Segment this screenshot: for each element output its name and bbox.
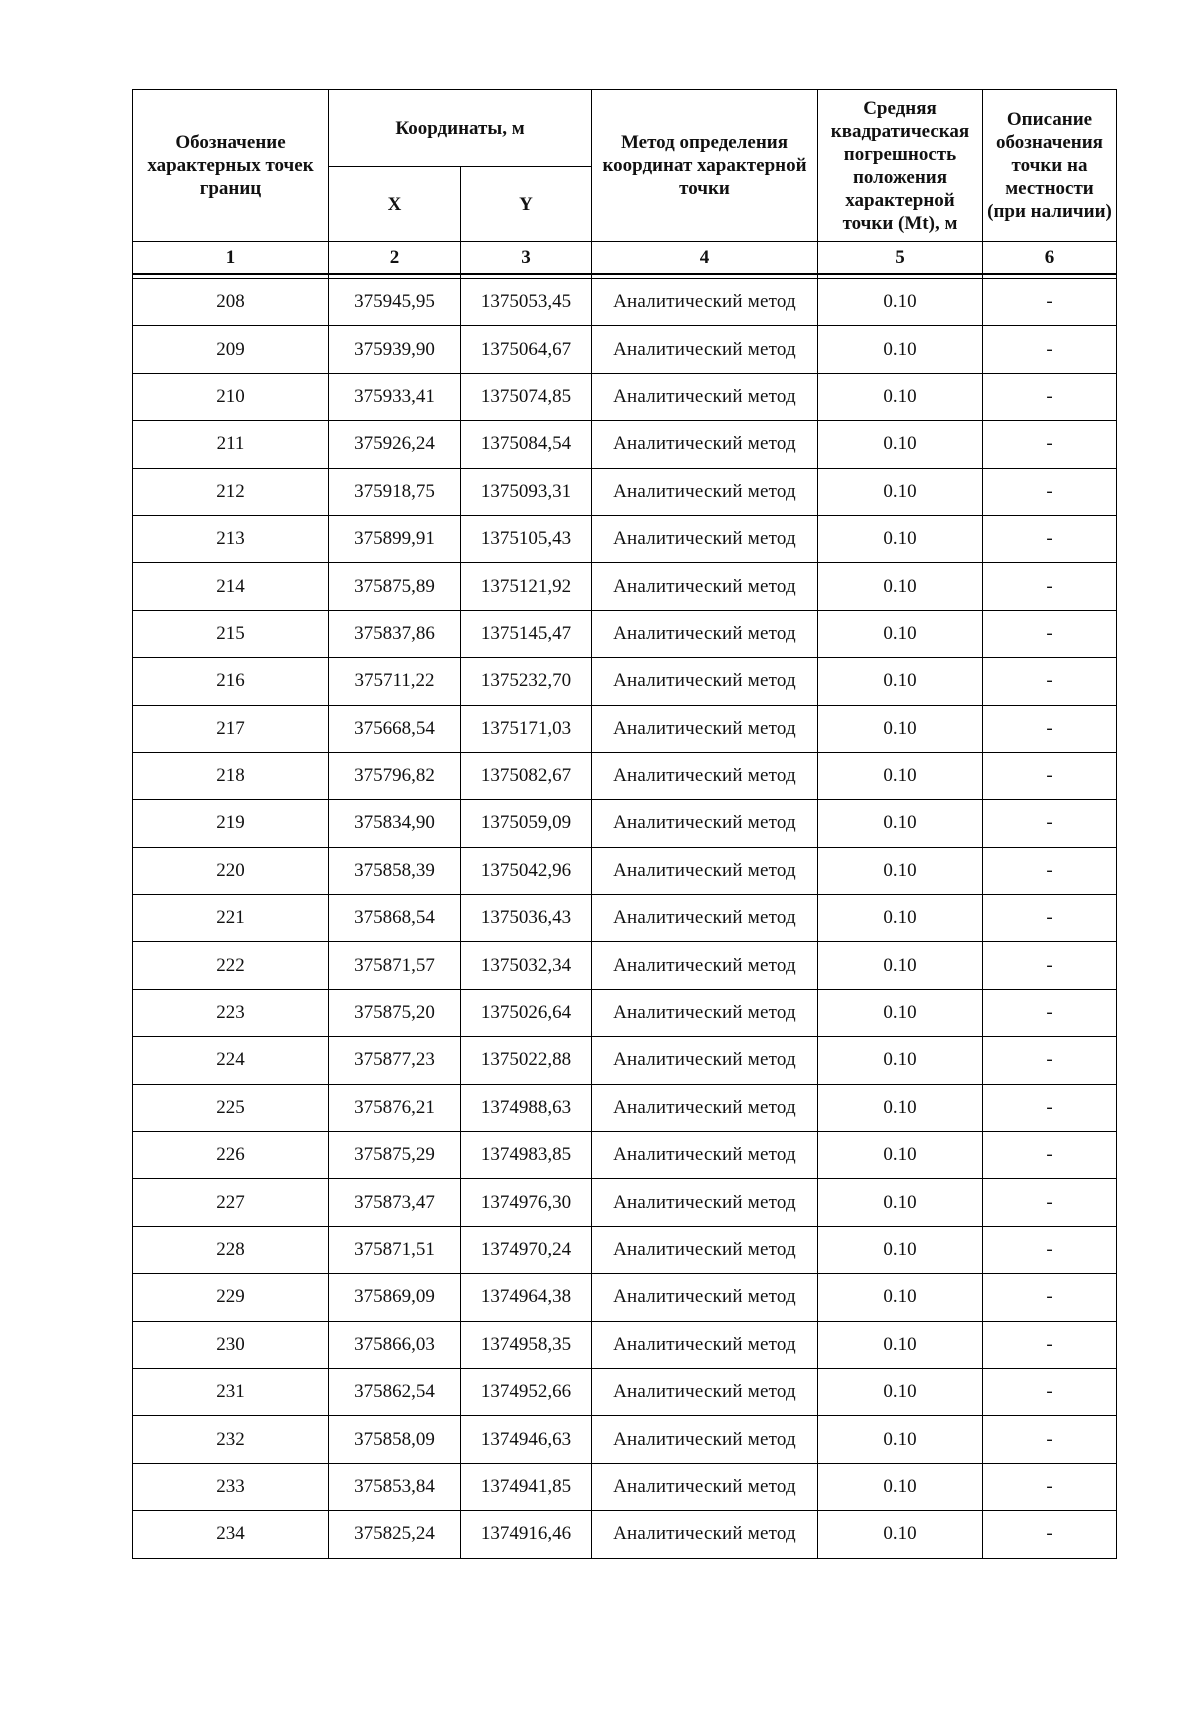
cell-point: 214 [133, 563, 329, 610]
cell-point: 217 [133, 705, 329, 752]
cell-x: 375668,54 [329, 705, 461, 752]
cell-x: 375939,90 [329, 326, 461, 373]
cell-method: Аналитический метод [592, 1179, 818, 1226]
column-number: 5 [818, 242, 983, 275]
header-description: Описание обозначения точки на местности (при наличии) [983, 90, 1117, 242]
cell-point: 210 [133, 373, 329, 420]
cell-error: 0.10 [818, 1368, 983, 1415]
cell-error: 0.10 [818, 1416, 983, 1463]
cell-x: 375868,54 [329, 895, 461, 942]
cell-point: 225 [133, 1084, 329, 1131]
cell-point: 213 [133, 515, 329, 562]
cell-y: 1374952,66 [461, 1368, 592, 1415]
cell-method: Аналитический метод [592, 468, 818, 515]
cell-point: 211 [133, 421, 329, 468]
cell-point: 224 [133, 1037, 329, 1084]
cell-x: 375875,20 [329, 989, 461, 1036]
cell-point: 222 [133, 942, 329, 989]
cell-point: 218 [133, 752, 329, 799]
cell-x: 375869,09 [329, 1274, 461, 1321]
cell-error: 0.10 [818, 1274, 983, 1321]
cell-point: 223 [133, 989, 329, 1036]
table-row [133, 279, 1117, 326]
cell-error: 0.10 [818, 326, 983, 373]
cell-description: - [983, 989, 1117, 1036]
cell-y: 1375022,88 [461, 1037, 592, 1084]
cell-description: - [983, 705, 1117, 752]
cell-x: 375875,89 [329, 563, 461, 610]
table-row [133, 989, 1117, 1036]
cell-description: - [983, 279, 1117, 326]
cell-description: - [983, 373, 1117, 420]
cell-description: - [983, 1132, 1117, 1179]
cell-y: 1375093,31 [461, 468, 592, 515]
cell-description: - [983, 942, 1117, 989]
header-y: Y [461, 167, 592, 242]
cell-error: 0.10 [818, 1226, 983, 1273]
cell-y: 1374916,46 [461, 1511, 592, 1558]
cell-error: 0.10 [818, 1463, 983, 1510]
cell-point: 220 [133, 847, 329, 894]
cell-description: - [983, 563, 1117, 610]
cell-y: 1374964,38 [461, 1274, 592, 1321]
cell-method: Аналитический метод [592, 800, 818, 847]
cell-description: - [983, 1274, 1117, 1321]
cell-method: Аналитический метод [592, 373, 818, 420]
cell-method: Аналитический метод [592, 1368, 818, 1415]
cell-x: 375899,91 [329, 515, 461, 562]
table-row [133, 1037, 1117, 1084]
cell-x: 375858,09 [329, 1416, 461, 1463]
table-row [133, 847, 1117, 894]
cell-description: - [983, 1084, 1117, 1131]
cell-description: - [983, 326, 1117, 373]
cell-x: 375873,47 [329, 1179, 461, 1226]
cell-x: 375871,57 [329, 942, 461, 989]
cell-error: 0.10 [818, 1084, 983, 1131]
table-row [133, 468, 1117, 515]
cell-y: 1375145,47 [461, 610, 592, 657]
cell-x: 375871,51 [329, 1226, 461, 1273]
cell-error: 0.10 [818, 800, 983, 847]
cell-x: 375837,86 [329, 610, 461, 657]
cell-error: 0.10 [818, 658, 983, 705]
cell-method: Аналитический метод [592, 752, 818, 799]
cell-description: - [983, 1463, 1117, 1510]
cell-method: Аналитический метод [592, 1274, 818, 1321]
table-row [133, 610, 1117, 657]
column-number: 1 [133, 242, 329, 275]
table-row [133, 563, 1117, 610]
cell-method: Аналитический метод [592, 515, 818, 562]
cell-point: 216 [133, 658, 329, 705]
cell-method: Аналитический метод [592, 895, 818, 942]
cell-y: 1375232,70 [461, 658, 592, 705]
cell-error: 0.10 [818, 421, 983, 468]
cell-error: 0.10 [818, 1511, 983, 1558]
cell-error: 0.10 [818, 279, 983, 326]
cell-method: Аналитический метод [592, 1037, 818, 1084]
cell-method: Аналитический метод [592, 326, 818, 373]
cell-x: 375933,41 [329, 373, 461, 420]
cell-method: Аналитический метод [592, 658, 818, 705]
cell-method: Аналитический метод [592, 989, 818, 1036]
cell-y: 1375084,54 [461, 421, 592, 468]
cell-y: 1375082,67 [461, 752, 592, 799]
cell-point: 233 [133, 1463, 329, 1510]
cell-error: 0.10 [818, 705, 983, 752]
cell-method: Аналитический метод [592, 563, 818, 610]
cell-x: 375876,21 [329, 1084, 461, 1131]
cell-error: 0.10 [818, 847, 983, 894]
cell-point: 231 [133, 1368, 329, 1415]
cell-error: 0.10 [818, 1179, 983, 1226]
cell-method: Аналитический метод [592, 1084, 818, 1131]
table-row [133, 1132, 1117, 1179]
boundary-points-table [132, 89, 1117, 1559]
table-row [133, 515, 1117, 562]
cell-x: 375926,24 [329, 421, 461, 468]
cell-x: 375853,84 [329, 1463, 461, 1510]
cell-x: 375945,95 [329, 279, 461, 326]
header-method: Метод определения координат характерной точки [592, 90, 818, 242]
cell-y: 1375036,43 [461, 895, 592, 942]
table-row [133, 373, 1117, 420]
table-row [133, 1226, 1117, 1273]
cell-x: 375834,90 [329, 800, 461, 847]
table-row [133, 421, 1117, 468]
table-header [133, 90, 1117, 275]
table-row [133, 658, 1117, 705]
column-number-row [133, 242, 1117, 275]
header-coords: Координаты, м [329, 90, 592, 167]
table-row [133, 326, 1117, 373]
cell-point: 227 [133, 1179, 329, 1226]
cell-description: - [983, 752, 1117, 799]
cell-method: Аналитический метод [592, 1226, 818, 1273]
table-row [133, 1368, 1117, 1415]
cell-description: - [983, 895, 1117, 942]
cell-error: 0.10 [818, 373, 983, 420]
cell-method: Аналитический метод [592, 1416, 818, 1463]
cell-method: Аналитический метод [592, 1511, 818, 1558]
table-body [133, 274, 1117, 1558]
cell-x: 375918,75 [329, 468, 461, 515]
cell-point: 208 [133, 279, 329, 326]
cell-description: - [983, 658, 1117, 705]
cell-description: - [983, 1179, 1117, 1226]
table-row [133, 705, 1117, 752]
cell-description: - [983, 610, 1117, 657]
cell-x: 375866,03 [329, 1321, 461, 1368]
cell-y: 1375026,64 [461, 989, 592, 1036]
column-number: 3 [461, 242, 592, 275]
table-row [133, 1274, 1117, 1321]
cell-description: - [983, 1416, 1117, 1463]
cell-method: Аналитический метод [592, 942, 818, 989]
cell-method: Аналитический метод [592, 421, 818, 468]
cell-point: 229 [133, 1274, 329, 1321]
cell-error: 0.10 [818, 515, 983, 562]
header-error: Средняя квадратическая погрешность положения характерной точки (Mt), м [818, 90, 983, 242]
table-row [133, 1416, 1117, 1463]
cell-y: 1374946,63 [461, 1416, 592, 1463]
cell-y: 1374970,24 [461, 1226, 592, 1273]
cell-method: Аналитический метод [592, 1132, 818, 1179]
cell-x: 375862,54 [329, 1368, 461, 1415]
cell-point: 221 [133, 895, 329, 942]
cell-x: 375858,39 [329, 847, 461, 894]
cell-description: - [983, 1226, 1117, 1273]
cell-description: - [983, 468, 1117, 515]
cell-method: Аналитический метод [592, 610, 818, 657]
cell-x: 375796,82 [329, 752, 461, 799]
table-row [133, 1179, 1117, 1226]
cell-description: - [983, 1368, 1117, 1415]
cell-y: 1375121,92 [461, 563, 592, 610]
cell-point: 219 [133, 800, 329, 847]
cell-point: 234 [133, 1511, 329, 1558]
cell-y: 1375074,85 [461, 373, 592, 420]
cell-description: - [983, 1321, 1117, 1368]
cell-point: 232 [133, 1416, 329, 1463]
table-row [133, 1084, 1117, 1131]
cell-y: 1374976,30 [461, 1179, 592, 1226]
table-row [133, 1511, 1117, 1558]
cell-y: 1375032,34 [461, 942, 592, 989]
column-number: 2 [329, 242, 461, 275]
cell-point: 228 [133, 1226, 329, 1273]
cell-description: - [983, 1037, 1117, 1084]
cell-x: 375711,22 [329, 658, 461, 705]
cell-method: Аналитический метод [592, 1321, 818, 1368]
cell-error: 0.10 [818, 563, 983, 610]
cell-point: 215 [133, 610, 329, 657]
table-row [133, 1321, 1117, 1368]
document-page [132, 89, 1116, 1559]
cell-y: 1374958,35 [461, 1321, 592, 1368]
cell-error: 0.10 [818, 942, 983, 989]
cell-y: 1374983,85 [461, 1132, 592, 1179]
cell-y: 1375171,03 [461, 705, 592, 752]
cell-y: 1375042,96 [461, 847, 592, 894]
cell-description: - [983, 421, 1117, 468]
cell-description: - [983, 800, 1117, 847]
cell-x: 375875,29 [329, 1132, 461, 1179]
cell-error: 0.10 [818, 1132, 983, 1179]
cell-y: 1375053,45 [461, 279, 592, 326]
cell-x: 375877,23 [329, 1037, 461, 1084]
table-row [133, 800, 1117, 847]
cell-y: 1374941,85 [461, 1463, 592, 1510]
cell-point: 230 [133, 1321, 329, 1368]
cell-description: - [983, 847, 1117, 894]
cell-point: 212 [133, 468, 329, 515]
table-row [133, 1463, 1117, 1510]
table-row [133, 752, 1117, 799]
cell-error: 0.10 [818, 895, 983, 942]
cell-x: 375825,24 [329, 1511, 461, 1558]
cell-description: - [983, 515, 1117, 562]
cell-error: 0.10 [818, 989, 983, 1036]
cell-y: 1375059,09 [461, 800, 592, 847]
column-number: 6 [983, 242, 1117, 275]
cell-method: Аналитический метод [592, 705, 818, 752]
cell-y: 1374988,63 [461, 1084, 592, 1131]
cell-error: 0.10 [818, 752, 983, 799]
cell-method: Аналитический метод [592, 847, 818, 894]
cell-error: 0.10 [818, 1037, 983, 1084]
cell-error: 0.10 [818, 610, 983, 657]
header-x: X [329, 167, 461, 242]
cell-y: 1375064,67 [461, 326, 592, 373]
cell-method: Аналитический метод [592, 279, 818, 326]
column-number: 4 [592, 242, 818, 275]
header-point: Обозначение характерных точек границ [133, 90, 329, 242]
cell-method: Аналитический метод [592, 1463, 818, 1510]
cell-y: 1375105,43 [461, 515, 592, 562]
cell-point: 226 [133, 1132, 329, 1179]
cell-point: 209 [133, 326, 329, 373]
table-row [133, 895, 1117, 942]
cell-description: - [983, 1511, 1117, 1558]
cell-error: 0.10 [818, 468, 983, 515]
cell-error: 0.10 [818, 1321, 983, 1368]
table-row [133, 942, 1117, 989]
